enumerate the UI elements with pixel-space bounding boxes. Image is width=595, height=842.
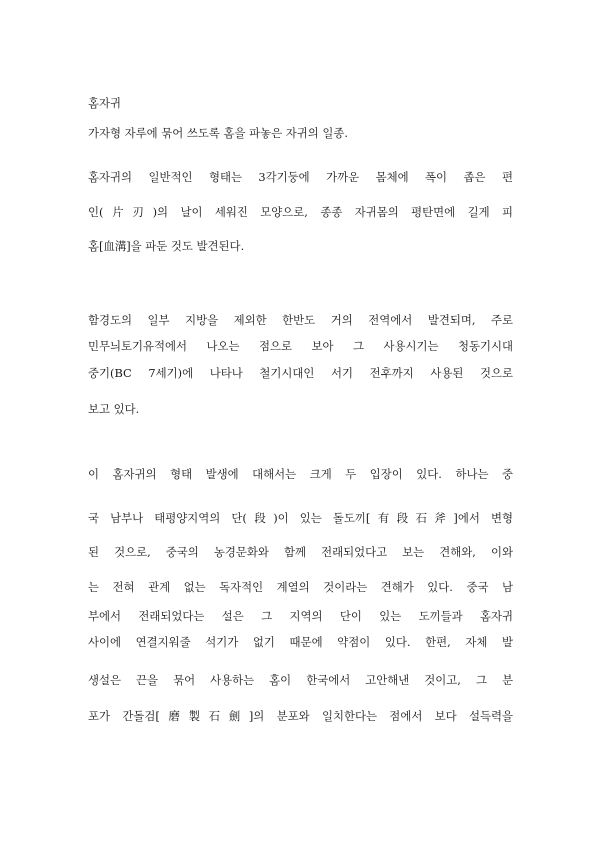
text-line: 부에서 전래되었다는 설은 그 지역의 단이 있는 도끼들과 홈자귀 [88,609,513,623]
text-line: 생설은 끈을 묶어 사용하는 홈이 한국에서 고안해낸 것이고, 그 분 [88,673,513,687]
text-line: 민무늬토기유적에서 나오는 점으로 보아 그 사용시기는 청동기시대 [88,339,513,353]
text-line: 인(片刃)의 날이 세워진 모양으로, 종종 자귀몸의 평탄면에 길게 피 [88,205,513,219]
text-line: 함경도의 일부 지방을 제외한 한반도 거의 전역에서 발견되며, 주로 [88,313,513,327]
text-line: 홈[血溝]을 파둔 것도 발견된다. [88,239,245,253]
definition-line: 가자형 자루에 묶어 쓰도록 홈을 파놓은 자귀의 일종. [88,126,349,140]
text-line: 홈자귀의 일반적인 형태는 3각기둥에 가까운 몸체에 폭이 좁은 편 [88,170,513,184]
text-line: 된 것으로, 중국의 농경문화와 함께 전래되었다고 보는 견해와, 이와 [88,545,513,559]
text-line: 사이에 연결지워줄 석기가 없기 때문에 약점이 있다. 한편, 자체 발 [88,635,513,649]
text-line: 보고 있다. [88,402,140,416]
text-line: 이 홈자귀의 형태 발생에 대해서는 크게 두 입장이 있다. 하나는 중 [88,467,513,481]
text-line: 국 남부나 태평양지역의 단(段)이 있는 돌도끼[有段石斧]에서 변형 [88,511,513,525]
text-line: 는 전혀 관계 없는 독자적인 계열의 것이라는 견해가 있다. 중국 남 [88,580,513,594]
text-line: 중기(BC 7세기)에 나타나 철기시대인 서기 전후까지 사용된 것으로 [88,366,513,380]
document-title: 홈자귀 [88,96,122,110]
text-line: 포가 간돌검[磨製石劍]의 분포와 일치한다는 점에서 보다 설득력을 [88,709,513,723]
